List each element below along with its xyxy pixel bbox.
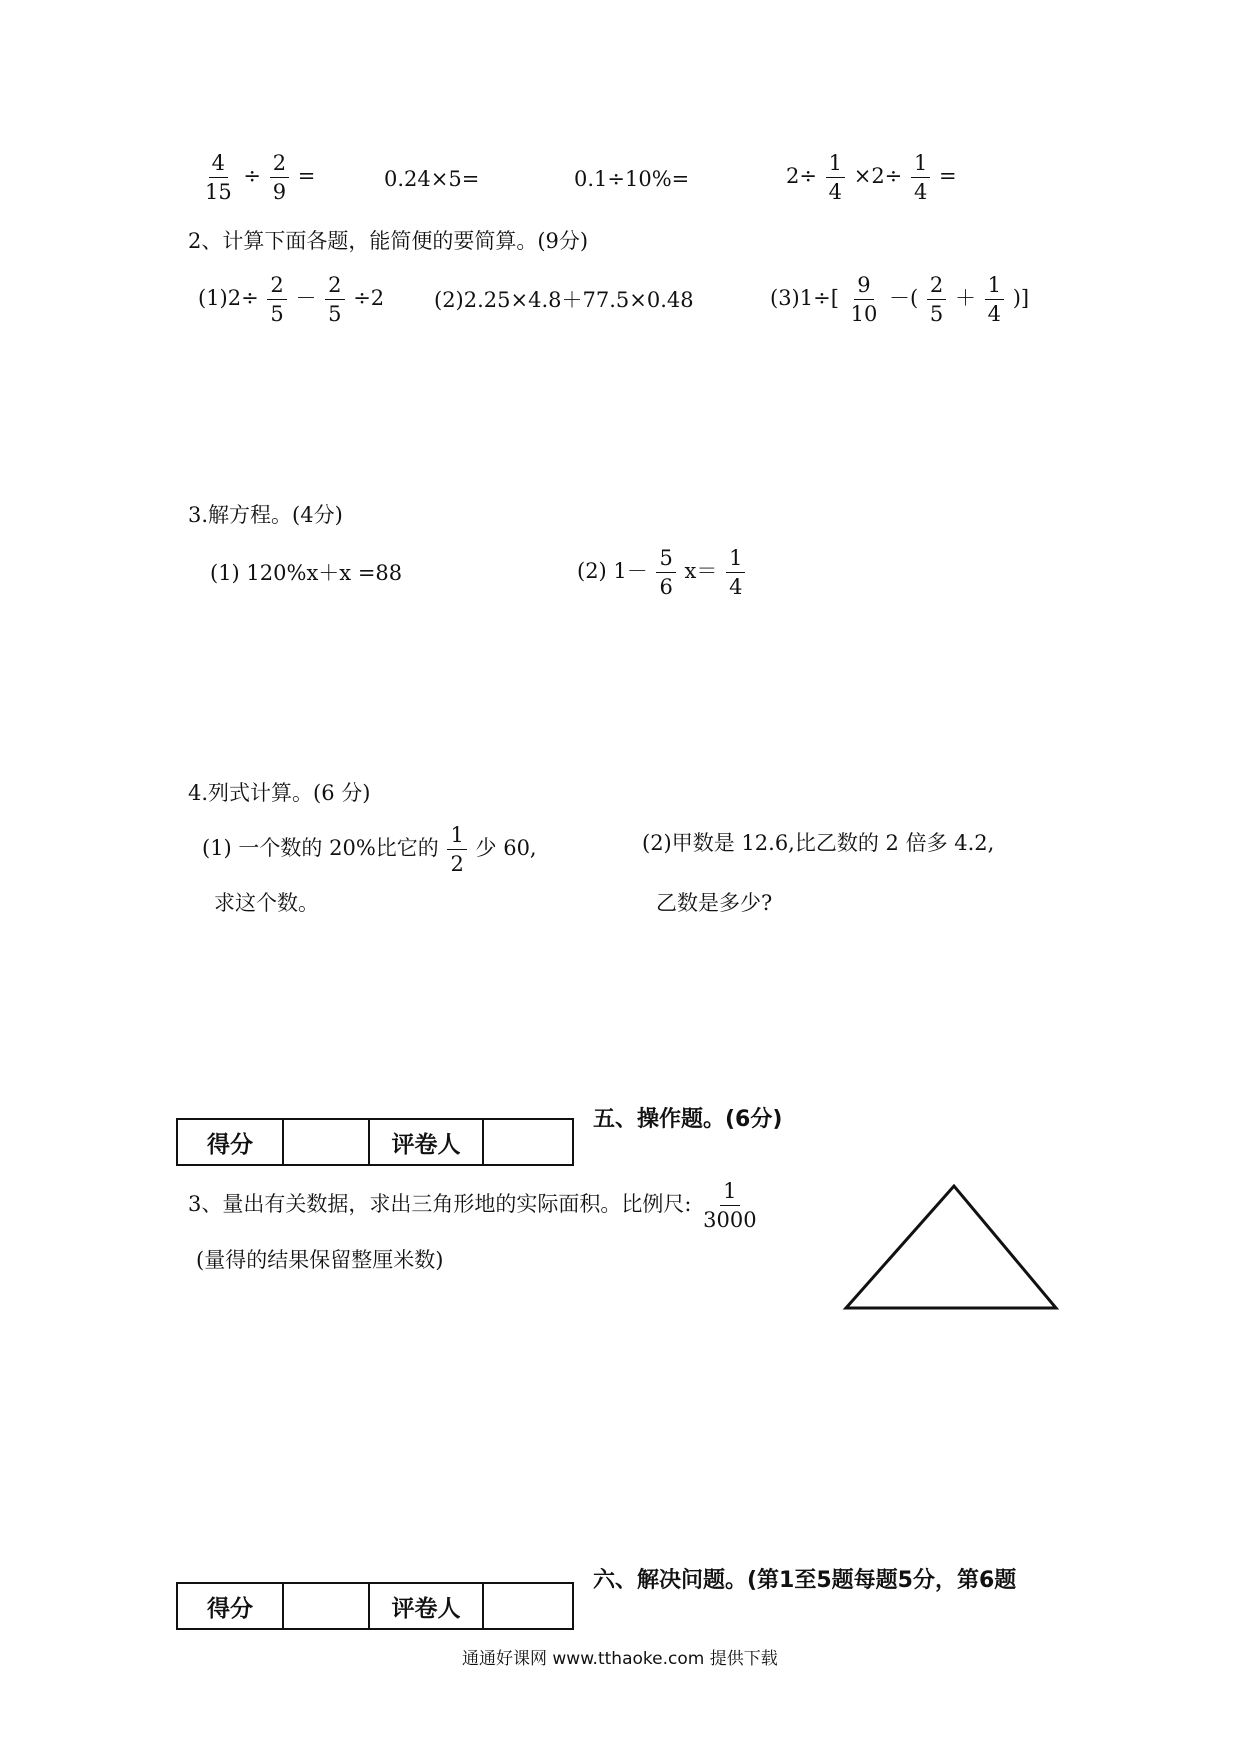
fraction bbox=[826, 152, 845, 203]
q2-title: 2、计算下面各题，能简便的要简算。(9分) bbox=[188, 229, 589, 253]
q4-part2: (2)甲数是 12.6,比乙数的 2 倍多 4.2, bbox=[642, 831, 995, 855]
numerator: 4 bbox=[209, 152, 228, 178]
expr-text: ×2÷ bbox=[853, 164, 903, 189]
denominator: 5 bbox=[270, 302, 284, 327]
q2-part3 bbox=[770, 274, 1029, 325]
numerator: 2 bbox=[267, 274, 286, 300]
expr-text: )] bbox=[1012, 286, 1030, 311]
expr-text: 少 60, bbox=[475, 836, 537, 861]
score-table bbox=[176, 1118, 574, 1166]
grader-label: 评卷人 bbox=[369, 1583, 483, 1629]
denominator: 6 bbox=[659, 575, 673, 600]
q4-title: 4.列式计算。(6 分) bbox=[188, 781, 371, 805]
equals: = bbox=[939, 164, 957, 189]
section5-note: (量得的结果保留整厘米数) bbox=[196, 1248, 444, 1272]
score-label: 得分 bbox=[177, 1583, 283, 1629]
operator: ＋ bbox=[954, 286, 976, 311]
denominator: 4 bbox=[828, 180, 843, 205]
expr-text: x＝ bbox=[684, 559, 718, 584]
grader-cell[interactable] bbox=[483, 1119, 573, 1165]
score-cell[interactable] bbox=[283, 1583, 369, 1629]
numerator: 2 bbox=[325, 274, 344, 300]
fraction bbox=[325, 274, 344, 325]
footer: 通通好课网 www.tthaoke.com 提供下载 bbox=[462, 1649, 778, 1669]
expr-1 bbox=[200, 152, 315, 203]
denominator: 5 bbox=[929, 302, 944, 327]
numerator: 5 bbox=[656, 547, 675, 573]
q4-part1 bbox=[202, 824, 537, 875]
denominator: 4 bbox=[913, 180, 928, 205]
expr-4 bbox=[786, 152, 957, 203]
fraction bbox=[267, 274, 286, 325]
fraction bbox=[848, 274, 881, 325]
q3-title: 3.解方程。(4分) bbox=[188, 503, 343, 527]
numerator: 2 bbox=[927, 274, 946, 300]
denominator: 15 bbox=[205, 180, 232, 205]
numerator: 9 bbox=[854, 274, 873, 300]
operator: － bbox=[295, 286, 317, 311]
grader-label: 评卷人 bbox=[369, 1119, 483, 1165]
grader-cell[interactable] bbox=[483, 1583, 573, 1629]
question-text: 3、量出有关数据，求出三角形地的实际面积。比例尺: bbox=[188, 1192, 692, 1217]
denominator: 2 bbox=[450, 852, 464, 877]
numerator: 1 bbox=[911, 152, 930, 178]
expr-text: (2) 1－ bbox=[577, 559, 648, 584]
triangle bbox=[846, 1186, 1056, 1308]
fraction bbox=[656, 547, 675, 598]
fraction bbox=[985, 274, 1004, 325]
expr-text: (3)1÷[ bbox=[770, 286, 839, 311]
denominator: 4 bbox=[987, 302, 1002, 327]
score-cell[interactable] bbox=[283, 1119, 369, 1165]
numerator: 1 bbox=[720, 1180, 739, 1206]
numerator: 1 bbox=[447, 824, 466, 850]
section5-title: 五、操作题。(6分) bbox=[593, 1107, 783, 1132]
q4-part2-line2: 乙数是多少? bbox=[656, 891, 773, 915]
denominator: 9 bbox=[272, 180, 287, 205]
fraction bbox=[202, 152, 235, 203]
fraction bbox=[911, 152, 930, 203]
q3-eq1: (1) 120%x＋x =88 bbox=[210, 561, 403, 585]
fraction bbox=[927, 274, 946, 325]
denominator: 3000 bbox=[703, 1208, 757, 1233]
expr-3: 0.1÷10%= bbox=[574, 167, 690, 191]
q4-part1-line2: 求这个数。 bbox=[214, 891, 319, 915]
triangle-figure bbox=[840, 1180, 1070, 1320]
q2-part2: (2)2.25×4.8＋77.5×0.48 bbox=[434, 288, 694, 312]
score-table bbox=[176, 1582, 574, 1630]
expr-text: 2÷ bbox=[786, 164, 817, 189]
operator: ÷ bbox=[243, 164, 262, 189]
fraction bbox=[447, 824, 466, 875]
fraction bbox=[726, 547, 745, 598]
expr-text: (1) 一个数的 20%比它的 bbox=[202, 836, 439, 861]
scale-fraction bbox=[700, 1180, 759, 1231]
denominator: 5 bbox=[328, 302, 342, 327]
q2-part1 bbox=[198, 274, 384, 325]
expr-text: －( bbox=[889, 286, 919, 311]
numerator: 1 bbox=[985, 274, 1004, 300]
fraction bbox=[270, 152, 289, 203]
section5-question bbox=[188, 1180, 762, 1231]
expr-2: 0.24×5= bbox=[384, 167, 480, 191]
numerator: 1 bbox=[726, 547, 745, 573]
numerator: 1 bbox=[826, 152, 845, 178]
q3-eq2 bbox=[577, 547, 747, 598]
equals: = bbox=[297, 164, 316, 189]
expr-text: ÷2 bbox=[353, 286, 385, 311]
numerator: 2 bbox=[270, 152, 289, 178]
section6-title: 六、解决问题。(第1至5题每题5分，第6题 bbox=[593, 1568, 1017, 1593]
score-label: 得分 bbox=[177, 1119, 283, 1165]
expr-text: (1)2÷ bbox=[198, 286, 259, 311]
denominator: 10 bbox=[850, 302, 878, 327]
denominator: 4 bbox=[729, 575, 743, 600]
